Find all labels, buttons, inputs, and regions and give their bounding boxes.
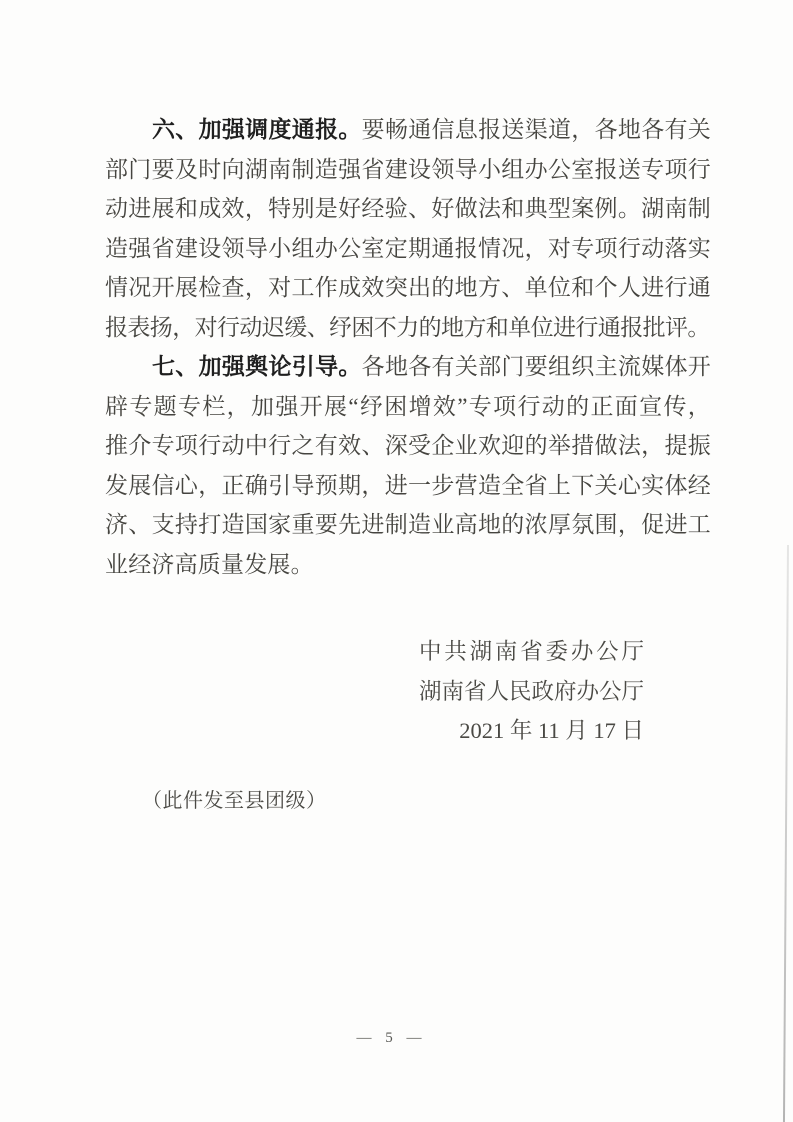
text-line (105, 110, 711, 150)
section-heading-7: 七、加强舆论引导。 (152, 353, 362, 379)
text-run: 各地各有关部门要组织主流媒体开 (361, 354, 711, 379)
text-line: 造强省建设领导小组办公室定期通报情况，对专项行动落实 (105, 235, 711, 261)
scan-edge-artifact (783, 545, 789, 1122)
text-line: 推介专项行动中行之有效、深受企业欢迎的举措做法，提振 (105, 433, 711, 458)
text-line: 业经济高质量发展。 (105, 551, 314, 577)
distribution-note: （此件发至县团级） (142, 790, 327, 812)
text-line (105, 347, 711, 387)
text-run: 要畅通信息报送渠道，各地各有关 (361, 117, 711, 142)
signature-block (419, 632, 644, 751)
paragraph-7 (105, 347, 711, 584)
text-line: 发展信心，正确引导预期，进一步营造全省上下关心实体经 (105, 472, 711, 498)
text-line: 济、支持打造国家重要先进制造业高地的浓厚氛围，促进工 (105, 512, 711, 537)
page-number: — 5 — (356, 1030, 427, 1046)
signature-date: 2021 年 11 月 17 日 (459, 718, 644, 743)
signature-org-1: 中共湖南省委办公厅 (419, 639, 644, 664)
text-line: 辟专题专栏，加强开展“纾困增效”专项行动的正面宣传， (105, 393, 711, 419)
text-line: 报表扬，对行动迟缓、纾困不力的地方和单位进行通报批评。 (105, 314, 710, 340)
paragraph-6 (105, 110, 711, 347)
section-heading-6: 六、加强调度通报。 (152, 116, 362, 142)
signature-org-2: 湖南省人民政府办公厅 (419, 678, 645, 704)
text-line: 部门要及时向湖南制造强省建设领导小组办公室报送专项行 (105, 156, 711, 182)
body-text (105, 110, 711, 584)
text-line: 动进展和成效，特别是好经验、好做法和典型案例。湖南制 (105, 196, 711, 221)
text-line: 情况开展检查，对工作成效突出的地方、单位和个人进行通 (105, 275, 711, 300)
